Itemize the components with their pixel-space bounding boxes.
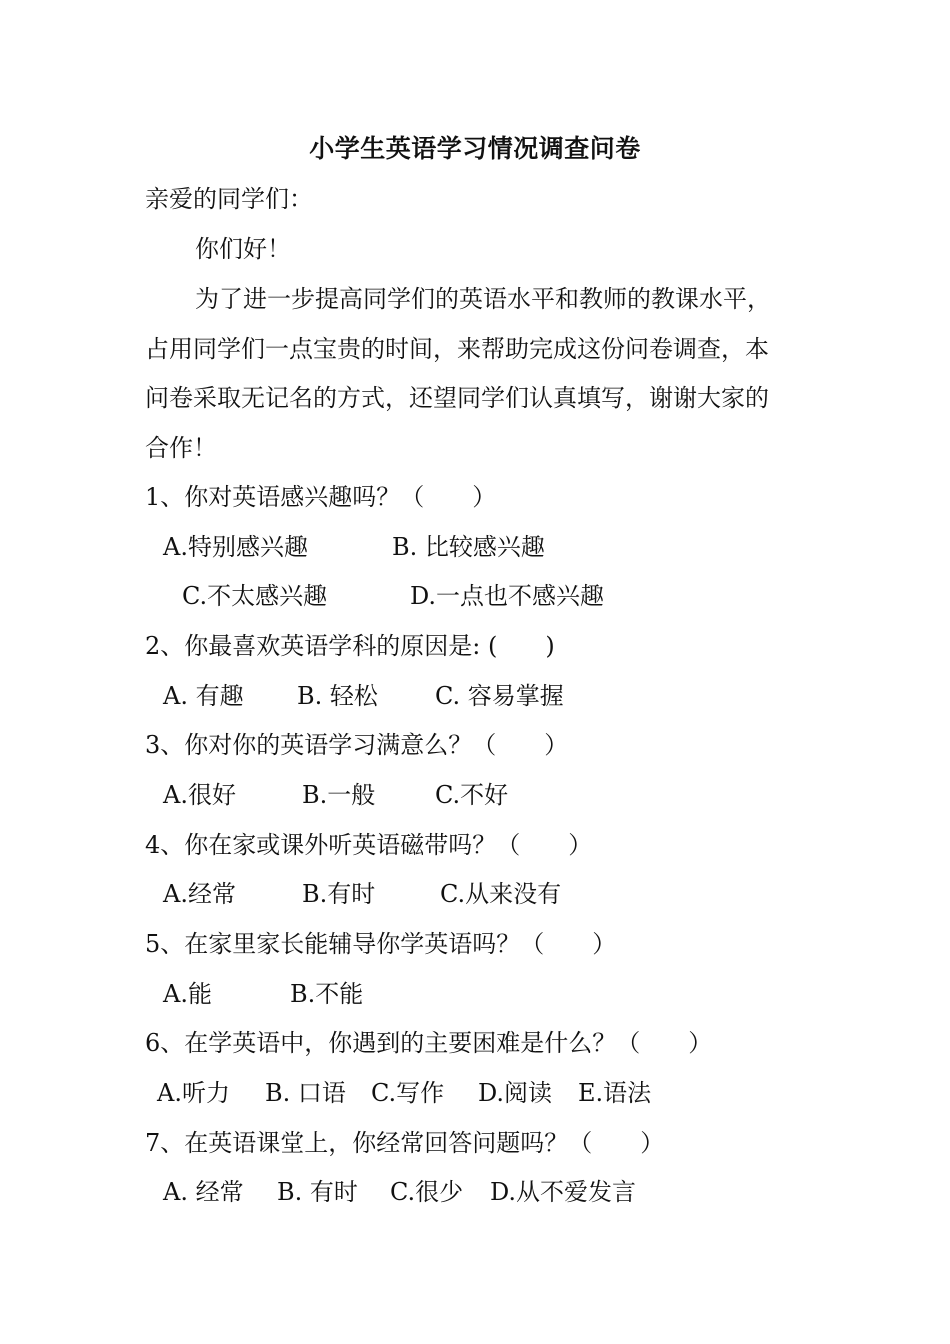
- intro-line: 为了进一步提高同学们的英语水平和教师的教课水平，: [195, 285, 771, 313]
- option-a[interactable]: A. 有趣: [163, 682, 244, 710]
- question-1-options: [0, 532, 950, 562]
- option-e[interactable]: E.语法: [578, 1079, 652, 1107]
- option-c[interactable]: C.不太感兴趣: [182, 582, 328, 610]
- intro-line: 占用同学们一点宝贵的时间，来帮助完成这份问卷调查，本: [145, 335, 769, 363]
- question-3-options: [0, 780, 950, 810]
- option-a[interactable]: A.经常: [163, 880, 236, 908]
- option-b[interactable]: B. 比较感兴趣: [392, 533, 545, 561]
- question-6-options: [0, 1078, 950, 1108]
- option-a[interactable]: A. 经常: [163, 1178, 244, 1206]
- intro-line: 合作！: [145, 434, 217, 462]
- option-c[interactable]: C.从来没有: [440, 880, 562, 908]
- hello-line: 你们好！: [195, 235, 291, 263]
- option-c[interactable]: C.很少: [390, 1178, 464, 1206]
- question-5: 5、在家里家长能辅导你学英语吗？（ ）: [145, 930, 617, 958]
- intro-line: 问卷采取无记名的方式，还望同学们认真填写，谢谢大家的: [145, 384, 769, 412]
- question-3: 3、你对你的英语学习满意么？（ ）: [145, 731, 569, 759]
- option-b[interactable]: B. 轻松: [297, 682, 378, 710]
- option-b[interactable]: B.有时: [302, 880, 376, 908]
- page-title: 小学生英语学习情况调查问卷: [309, 134, 641, 163]
- question-2-options: [0, 681, 950, 711]
- option-b[interactable]: B.不能: [290, 980, 364, 1008]
- question-7: 7、在英语课堂上，你经常回答问题吗？（ ）: [145, 1129, 665, 1157]
- question-5-options: [0, 979, 950, 1009]
- option-c[interactable]: C.写作: [371, 1079, 445, 1107]
- question-6: 6、在学英语中，你遇到的主要困难是什么？（ ）: [145, 1029, 713, 1057]
- option-d[interactable]: D.阅读: [478, 1079, 553, 1107]
- option-b[interactable]: B.一般: [302, 781, 376, 809]
- question-4: 4、你在家或课外听英语磁带吗？（ ）: [145, 831, 593, 859]
- question-1: 1、你对英语感兴趣吗？（ ）: [145, 483, 497, 511]
- option-c[interactable]: C.不好: [435, 781, 509, 809]
- option-a[interactable]: A.很好: [163, 781, 236, 809]
- question-2: 2、你最喜欢英语学科的原因是: ( ): [145, 632, 555, 660]
- option-b[interactable]: B. 有时: [277, 1178, 358, 1206]
- option-d[interactable]: D.从不爱发言: [490, 1178, 637, 1206]
- option-a[interactable]: A.听力: [157, 1079, 230, 1107]
- question-7-options: [0, 1177, 950, 1207]
- option-a[interactable]: A.能: [163, 980, 212, 1008]
- option-d[interactable]: D.一点也不感兴趣: [410, 582, 605, 610]
- question-4-options: [0, 879, 950, 909]
- option-b[interactable]: B. 口语: [265, 1079, 346, 1107]
- question-1-options: [0, 581, 950, 611]
- option-a[interactable]: A.特别感兴趣: [163, 533, 308, 561]
- greeting: 亲爱的同学们：: [145, 185, 313, 213]
- option-c[interactable]: C. 容易掌握: [435, 682, 564, 710]
